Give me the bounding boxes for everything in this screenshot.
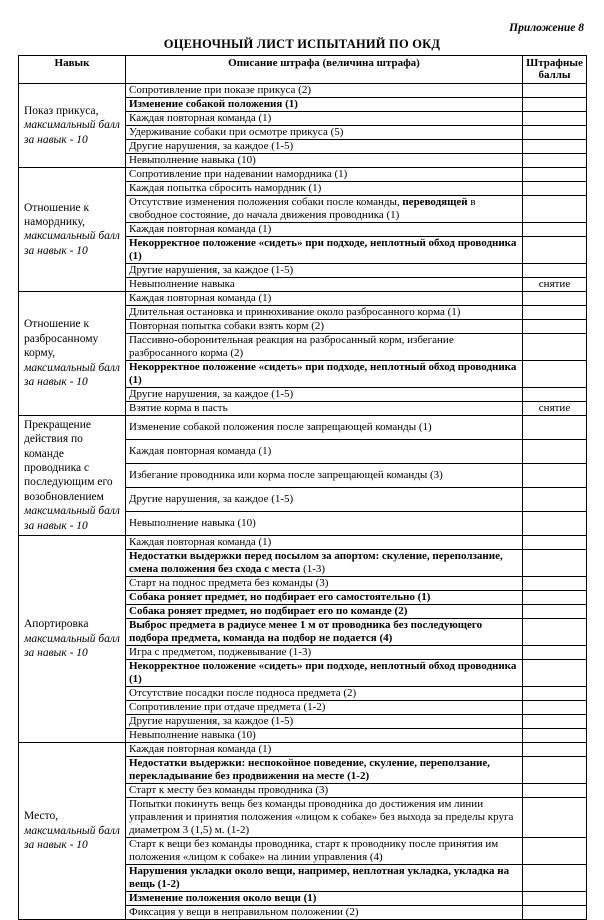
points-cell: снятие — [523, 277, 587, 291]
points-cell — [523, 905, 587, 919]
skill-name: Прекращение действия по команде проводника с последующим его возобновлением — [24, 418, 113, 503]
points-cell — [523, 686, 587, 700]
penalty-description-cell: Собака роняет предмет, но подбирает его самостоятельно (1) — [126, 590, 523, 604]
penalty-description-cell: Каждая повторная команда (1) — [126, 222, 523, 236]
penalty-description-cell: Невыполнение навыка (10) — [126, 153, 523, 167]
points-cell — [523, 549, 587, 576]
penalty-description-cell: Другие нарушения, за каждое (1-5) — [126, 714, 523, 728]
points-cell — [523, 439, 587, 463]
points-cell — [523, 783, 587, 797]
points-cell — [523, 618, 587, 645]
page-title: ОЦЕНОЧНЫЙ ЛИСТ ИСПЫТАНИЙ ПО ОКД — [163, 36, 441, 51]
penalty-description-cell: Сопротивление при надевании намордника (1) — [126, 167, 523, 181]
penalty-description-cell: Некорректное положение «сидеть» при подходе, неплотный обход проводника (1) — [126, 360, 523, 387]
penalty-description-cell: Собака роняет предмет, но подбирает его по команде (2) — [126, 604, 523, 618]
points-cell — [523, 742, 587, 756]
points-cell — [523, 319, 587, 333]
penalty-description-cell: Выброс предмета в радиусе менее 1 м от проводника без последующего подбора предмета, команда на подбор не подается (4) — [126, 618, 523, 645]
appendix-label: Приложение 8 — [509, 22, 584, 34]
skill-cell — [19, 535, 126, 742]
penalty-description-cell: Старт к месту без команды проводника (3) — [126, 783, 523, 797]
points-cell — [523, 837, 587, 864]
points-cell — [523, 604, 587, 618]
penalty-description-cell — [126, 549, 523, 576]
penalty-text-segment: Отсутствие изменения положения собаки после команды, — [129, 195, 403, 208]
penalty-description-cell: Другие нарушения, за каждое (1-5) — [126, 139, 523, 153]
points-cell — [523, 195, 587, 222]
points-cell — [523, 167, 587, 181]
skill-cell — [19, 83, 126, 167]
skill-cell — [19, 167, 126, 291]
points-cell — [523, 111, 587, 125]
penalty-description-cell: Сопротивление при показе прикуса (2) — [126, 83, 523, 97]
skill-cell — [19, 415, 126, 535]
penalty-description-cell: Изменение собакой положения (1) — [126, 97, 523, 111]
points-cell — [523, 333, 587, 360]
points-cell — [523, 728, 587, 742]
points-cell — [523, 590, 587, 604]
penalty-description-cell: Каждая повторная команда (1) — [126, 111, 523, 125]
points-cell — [523, 97, 587, 111]
penalty-description-cell: Каждая повторная команда (1) — [126, 742, 523, 756]
penalty-description-cell: Невыполнение навыка — [126, 277, 523, 291]
table-row — [19, 535, 587, 549]
penalty-description-cell: Каждая попытка сбросить намордник (1) — [126, 181, 523, 195]
points-cell — [523, 511, 587, 535]
points-cell — [523, 415, 587, 439]
penalty-description-cell: Старт к вещи без команды проводника, старт к проводнику после принятия им положения «лицом к собаке» на линии управления (4) — [126, 837, 523, 864]
score-sheet-table — [18, 55, 587, 920]
points-cell — [523, 645, 587, 659]
skill-name: Отношение к разбросанному корму, — [24, 318, 99, 360]
points-cell — [523, 487, 587, 511]
penalty-description-cell: Невыполнение навыка (10) — [126, 728, 523, 742]
points-cell — [523, 659, 587, 686]
points-cell — [523, 125, 587, 139]
points-cell — [523, 305, 587, 319]
table-body — [19, 83, 587, 919]
points-cell — [523, 83, 587, 97]
header-cell-penalty-points: Штрафные баллы — [523, 55, 587, 83]
skill-name: Показ прикуса, — [24, 104, 99, 117]
points-cell — [523, 222, 587, 236]
penalty-description-cell: Некорректное положение «сидеть» при подходе, неплотный обход проводника (1) — [126, 659, 523, 686]
skill-max-score-note: максимальный балл за навык - 10 — [24, 824, 120, 852]
points-cell — [523, 181, 587, 195]
table-row — [19, 742, 587, 756]
penalty-description-cell: Избегание проводника или корма после запрещающей команды (3) — [126, 463, 523, 487]
points-cell — [523, 153, 587, 167]
points-cell — [523, 864, 587, 891]
penalty-description-cell: Невыполнение навыка (10) — [126, 511, 523, 535]
points-cell — [523, 236, 587, 263]
points-cell — [523, 535, 587, 549]
penalty-description-cell: Изменение собакой положения после запрещающей команды (1) — [126, 415, 523, 439]
points-cell — [523, 891, 587, 905]
penalty-description-cell: Каждая повторная команда (1) — [126, 291, 523, 305]
penalty-description-cell: Другие нарушения, за каждое (1-5) — [126, 487, 523, 511]
penalty-text-segment: (1-3) — [300, 562, 326, 575]
header-cell-skill: Навык — [19, 55, 126, 83]
points-cell — [523, 387, 587, 401]
points-cell: снятие — [523, 401, 587, 415]
penalty-description-cell: Некорректное положение «сидеть» при подходе, неплотный обход проводника (1) — [126, 236, 523, 263]
skill-max-score-note: максимальный балл за навык - 10 — [24, 505, 120, 532]
penalty-description-cell: Попытки покинуть вещь без команды проводника до достижения им линии управления и принятия положения «лицом к собаке» без выхода за пределы круга диаметром 3 (1,5) м. (1-2) — [126, 797, 523, 837]
skill-name: Отношение к наморднику, — [24, 201, 90, 229]
skill-cell — [19, 742, 126, 919]
penalty-description-cell: Старт на поднос предмета без команды (3) — [126, 576, 523, 590]
table-row — [19, 167, 587, 181]
skill-max-score-note: максимальный балл за навык - 10 — [24, 119, 120, 146]
penalty-description-cell: Отсутствие посадки после подноса предмета (2) — [126, 686, 523, 700]
penalty-description-cell: Пассивно-оборонительная реакция на разбросанный корм, избегание разбросанного корма (2) — [126, 333, 523, 360]
points-cell — [523, 291, 587, 305]
points-cell — [523, 463, 587, 487]
skill-max-score-note: максимальный балл за навык - 10 — [24, 361, 120, 388]
points-cell — [523, 139, 587, 153]
skill-max-score-note: максимальный балл за навык - 10 — [24, 230, 120, 257]
penalty-description-cell: Длительная остановка и принюхивание около разбросанного корма (1) — [126, 305, 523, 319]
penalty-description-cell: Игра с предметом, поджевывание (1-3) — [126, 645, 523, 659]
penalty-description-cell: Нарушения укладки около вещи, например, неплотная укладка, укладка на вещь (1-2) — [126, 864, 523, 891]
penalty-description-cell: Фиксация у вещи в неправильном положении (2) — [126, 905, 523, 919]
penalty-text-segment: переводящей — [402, 195, 468, 208]
points-cell — [523, 360, 587, 387]
table-row — [19, 415, 587, 439]
penalty-description-cell: Каждая повторная команда (1) — [126, 439, 523, 463]
penalty-description-cell — [126, 195, 523, 222]
table-row — [19, 83, 587, 97]
penalty-description-cell: Каждая повторная команда (1) — [126, 535, 523, 549]
points-cell — [523, 756, 587, 783]
skill-name: Место, — [24, 810, 59, 823]
points-cell — [523, 797, 587, 837]
table-row — [19, 291, 587, 305]
penalty-description-cell: Повторная попытка собаки взять корм (2) — [126, 319, 523, 333]
header-cell-penalty-description: Описание штрафа (величина штрафа) — [126, 55, 523, 83]
penalty-description-cell: Недостатки выдержки: неспокойное поведение, скуление, переползание, перекладывание без продвижения на месте (1-2) — [126, 756, 523, 783]
penalty-description-cell: Удерживание собаки при осмотре прикуса (5) — [126, 125, 523, 139]
table-header-row — [19, 55, 587, 83]
penalty-description-cell: Другие нарушения, за каждое (1-5) — [126, 387, 523, 401]
penalty-description-cell: Другие нарушения, за каждое (1-5) — [126, 263, 523, 277]
points-cell — [523, 263, 587, 277]
penalty-description-cell: Сопротивление при отдаче предмета (1-2) — [126, 700, 523, 714]
skill-cell — [19, 291, 126, 415]
points-cell — [523, 714, 587, 728]
points-cell — [523, 576, 587, 590]
penalty-text-segment: Недостатки выдержки перед посылом за апортом: скуление, переползание, смена положения без схода с места — [129, 549, 503, 575]
points-cell — [523, 700, 587, 714]
penalty-description-cell: Взятие корма в пасть — [126, 401, 523, 415]
skill-name: Апортировка — [24, 618, 89, 631]
penalty-description-cell: Изменение положения около вещи (1) — [126, 891, 523, 905]
penalty-text-segment: в свободное состояние, до начала движения проводника (1) — [129, 195, 476, 221]
skill-max-score-note: максимальный балл за навык - 10 — [24, 632, 120, 660]
